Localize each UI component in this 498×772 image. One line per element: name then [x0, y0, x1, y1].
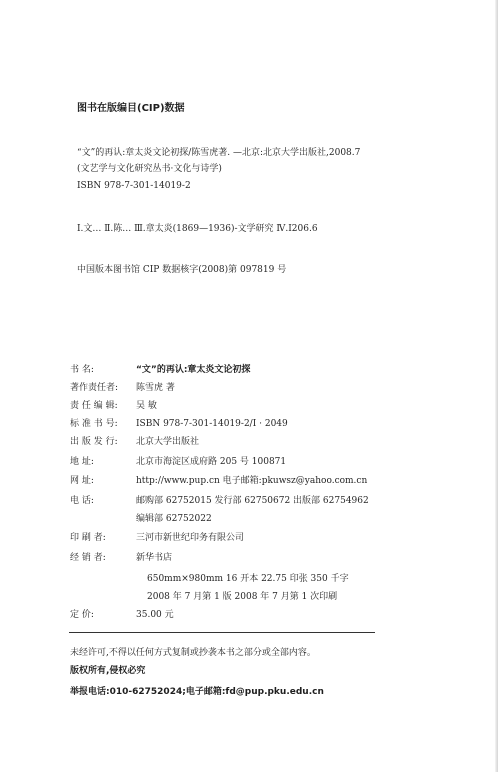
colophon-value-website: http://www.pup.cn 电子邮箱:pkuwsz@yahoo.com.cn	[136, 476, 368, 486]
colophon-value-printer: 三河市新世纪印务有限公司	[136, 533, 245, 543]
colophon-value-author: 陈雪虎 著	[136, 383, 175, 393]
cip-citation-line: “文”的再认:章太炎文论初探/陈雪虎著. —北京:北京大学出版社,2008.7	[77, 148, 361, 158]
rights-reserved: 版权所有,侵权必究	[70, 666, 146, 676]
colophon-value-format: 650mm×980mm 16 开本 22.75 印张 350 千字	[147, 574, 349, 584]
colophon-value-phone: 邮购部 62752015 发行部 62750672 出版部 62754962	[136, 496, 369, 506]
cip-series-line: (文艺学与文化研究丛书·文化与诗学)	[77, 164, 222, 174]
colophon-label-website: 网 址:	[70, 476, 94, 486]
colophon-value-isbn: ISBN 978-7-301-14019-2/I · 2049	[136, 419, 288, 429]
colophon-value-phone-editorial: 编辑部 62752022	[136, 514, 212, 524]
colophon-value-edition: 2008 年 7 月第 1 版 2008 年 7 月第 1 次印刷	[147, 592, 338, 602]
report-contact: 举报电话:010-62752024;电子邮箱:fd@pup.pku.edu.cn	[70, 687, 324, 697]
copyright-notice: 未经许可,不得以任何方式复制或抄袭本书之部分或全部内容。	[70, 648, 316, 658]
colophon-label-title: 书 名:	[70, 365, 94, 375]
cip-isbn: ISBN 978-7-301-14019-2	[77, 181, 191, 191]
cip-record-number: 中国版本图书馆 CIP 数据核字(2008)第 097819 号	[77, 265, 287, 275]
colophon-label-author: 著作责任者:	[70, 383, 119, 393]
cip-heading: 图书在版编目(CIP)数据	[77, 103, 185, 114]
colophon-value-editor: 吴 敏	[136, 401, 157, 411]
colophon-value-distributor: 新华书店	[136, 553, 173, 563]
colophon-value-title: “文”的再认:章太炎文论初探	[136, 365, 251, 375]
colophon-label-publisher: 出 版 发 行:	[70, 437, 118, 447]
colophon-label-distributor: 经 销 者:	[70, 553, 106, 563]
colophon-value-address: 北京市海淀区成府路 205 号 100871	[136, 457, 287, 467]
colophon-label-address: 地 址:	[70, 457, 94, 467]
colophon-label-phone: 电 话:	[70, 496, 94, 506]
cip-subject-headings: Ⅰ.文… Ⅱ.陈… Ⅲ.章太炎(1869—1936)-文学研究 Ⅳ.I206.6	[77, 224, 318, 234]
colophon-value-publisher: 北京大学出版社	[136, 437, 200, 447]
colophon-label-isbn: 标 准 书 号:	[70, 419, 118, 429]
colophon-label-printer: 印 刷 者:	[70, 533, 106, 543]
colophon-label-price: 定 价:	[70, 610, 94, 620]
divider-rule	[69, 632, 375, 633]
colophon-value-price: 35.00 元	[136, 610, 174, 620]
colophon-label-editor: 责 任 编 辑:	[70, 401, 118, 411]
